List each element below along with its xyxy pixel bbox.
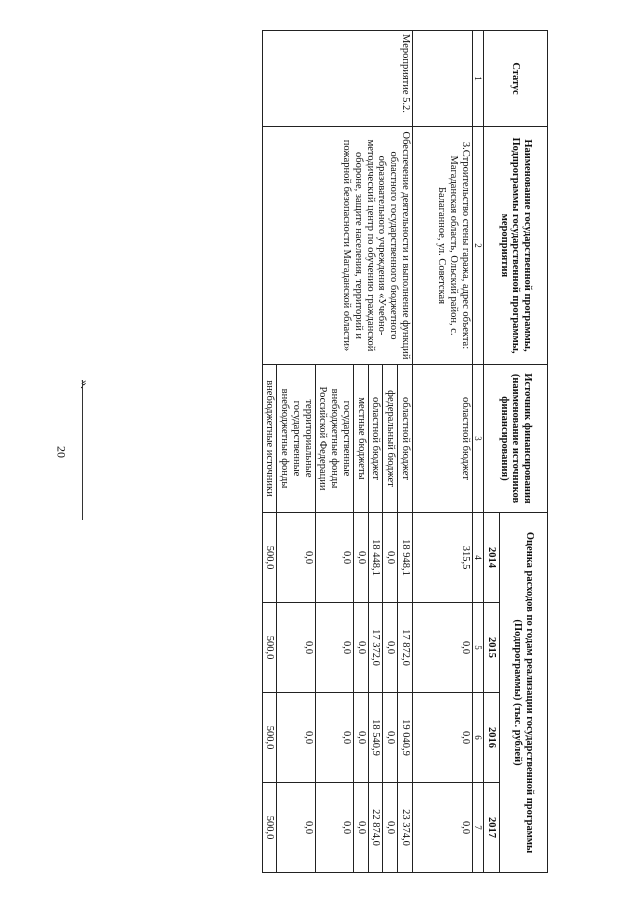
item52-value: 0,0 — [383, 513, 398, 603]
footnote-line — [82, 380, 83, 520]
item52-value: 18 448,1 — [368, 513, 383, 603]
column-number: 7 — [472, 783, 483, 873]
header-year-2017: 2017 — [484, 783, 500, 873]
table-row — [398, 31, 413, 873]
item52-source: областной бюджет — [368, 365, 383, 513]
header-source: Источник финансирования (наименование источников финансирования) — [484, 365, 548, 513]
item52-value: 23 374,0 — [398, 783, 413, 873]
item52-source: государственные внебюджетные фонды Российской Федерации — [315, 365, 353, 513]
column-number: 5 — [472, 603, 483, 693]
item52-source: областной бюджет — [398, 365, 413, 513]
footnote-mark: ». — [78, 380, 92, 389]
column-number: 3 — [472, 365, 483, 513]
item3-status — [412, 31, 472, 127]
page-number: 20 — [54, 446, 69, 458]
item52-value: 0,0 — [383, 693, 398, 783]
item52-value: 19 040,9 — [398, 693, 413, 783]
header-estimate: Оценка расходов по годам реализации государственной программы (Подпрограммы) (тыс. рублей) — [500, 513, 548, 873]
item52-value: 0,0 — [277, 783, 315, 873]
column-number: 4 — [472, 513, 483, 603]
item52-value: 0,0 — [353, 513, 368, 603]
item52-value: 0,0 — [353, 693, 368, 783]
item52-value: 22 874,0 — [368, 783, 383, 873]
item52-value: 500,0 — [262, 693, 277, 783]
item52-value: 0,0 — [315, 603, 353, 693]
item3-name: 3.Строительство стены гаража, адрес объекта: Магаданская область, Ольский район, с. Балаганное, ул. Советская — [412, 127, 472, 365]
header-year-2014: 2014 — [484, 513, 500, 603]
item52-value: 500,0 — [262, 603, 277, 693]
item52-source: местные бюджеты — [353, 365, 368, 513]
item52-source: территориальные государственные внебюджетные фонды — [277, 365, 315, 513]
item52-value: 17 872,0 — [398, 603, 413, 693]
header-name: Наименование государственной программы, Подпрограммы государственной программы, мероприятия — [484, 127, 548, 365]
item3-value-2015: 0,0 — [412, 603, 472, 693]
header-status: Статус — [484, 31, 548, 127]
item52-value: 17 372,0 — [368, 603, 383, 693]
item52-value: 0,0 — [277, 693, 315, 783]
table-row — [412, 31, 472, 873]
item52-value: 0,0 — [315, 693, 353, 783]
item52-source: федеральный бюджет — [383, 365, 398, 513]
column-number: 2 — [472, 127, 483, 365]
column-number: 6 — [472, 693, 483, 783]
item52-source: внебюджетные источники — [262, 365, 277, 513]
item52-name: Обеспечение деятельности и выполнение функций областного государственного бюджетного образовательного учреждения «Учебно-методический центр по обучению гражданской обороне, защите населения, территорий и пожарной безопасности Магаданской области» — [262, 127, 412, 365]
item52-value: 0,0 — [353, 783, 368, 873]
item3-value-2014: 315,5 — [412, 513, 472, 603]
column-number: 1 — [472, 31, 483, 127]
item3-value-2017: 0,0 — [412, 783, 472, 873]
header-year-2015: 2015 — [484, 603, 500, 693]
header-year-2016: 2016 — [484, 693, 500, 783]
item52-value: 0,0 — [383, 783, 398, 873]
item52-value: 0,0 — [315, 783, 353, 873]
item3-value-2016: 0,0 — [412, 693, 472, 783]
item52-value: 18 948,1 — [398, 513, 413, 603]
budget-table — [262, 30, 548, 873]
item52-value: 0,0 — [277, 513, 315, 603]
item52-value: 500,0 — [262, 513, 277, 603]
item52-value: 0,0 — [315, 513, 353, 603]
item52-value: 0,0 — [353, 603, 368, 693]
item3-source: областной бюджет — [412, 365, 472, 513]
item52-value: 18 540,9 — [368, 693, 383, 783]
item52-value: 0,0 — [277, 603, 315, 693]
item52-status: Мероприятие 5.2. — [262, 31, 412, 127]
item52-value: 500,0 — [262, 783, 277, 873]
item52-value: 0,0 — [383, 603, 398, 693]
